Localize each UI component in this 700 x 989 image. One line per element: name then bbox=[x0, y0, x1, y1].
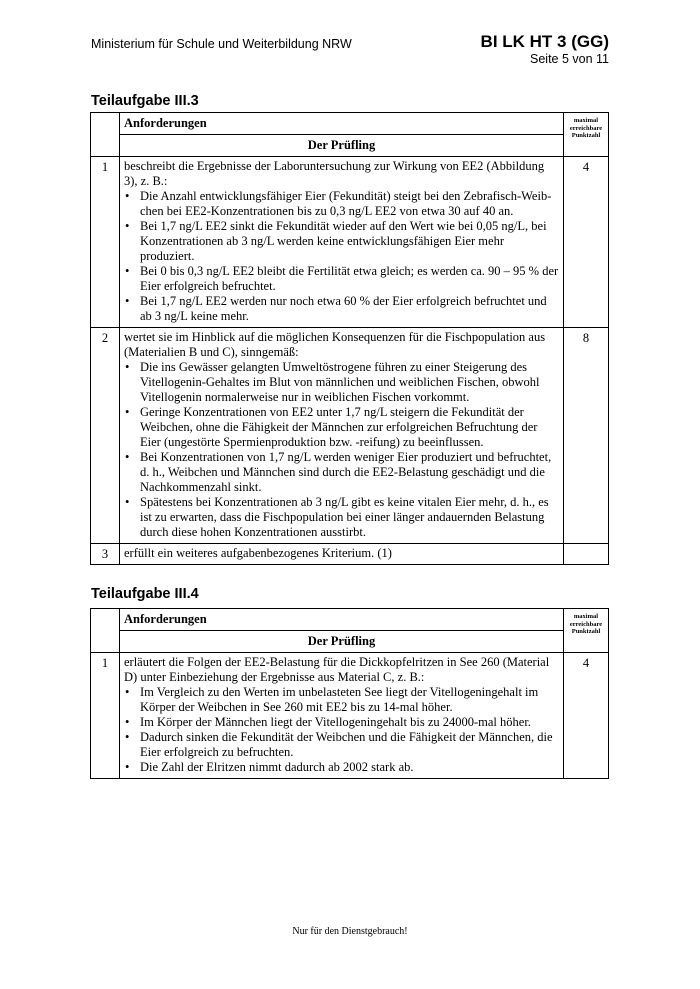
row-points: 8 bbox=[564, 328, 609, 544]
bullet-list bbox=[124, 685, 559, 775]
list-item: • Bei 1,7 ng/L EE2 werden nur noch etwa 60 % der Eier erfolgreich befruchtet und ab 3 ng/L keine mehr. bbox=[124, 294, 559, 324]
list-item: • Bei 0 bis 0,3 ng/L EE2 bleibt die Fertilität etwa gleich; es werden ca. 90 – 95 % der Eier erfolgreich befruchtet. bbox=[124, 264, 559, 294]
examinee-header: Der Prüfling bbox=[120, 631, 564, 653]
row-points: 4 bbox=[564, 157, 609, 328]
section-title-iii-4: Teilaufgabe III.4 bbox=[91, 586, 199, 602]
list-item: • Geringe Konzentrationen von EE2 unter 1,7 ng/L steigern die Fekundität der Weibchen, ohne die Fähigkeit der Männchen zur erfolgreichen Befruchtung der Eier (ungestörte Spermienproduktion bzw. -reifung) zu beeinflussen. bbox=[124, 405, 559, 450]
row-intro: erläutert die Folgen der EE2-Belastung für die Dickkopfelritzen in See 260 (Material D) unter Einbeziehung der Ergebnisse aus Material C, z. B.: bbox=[124, 655, 550, 684]
header-right bbox=[481, 32, 609, 67]
list-item: • Im Körper der Männchen liegt der Vitellogeningehalt bis zu 24000-mal höher. bbox=[124, 715, 559, 730]
page-info: Seite 5 von 11 bbox=[530, 52, 609, 66]
list-item: • Die ins Gewässer gelangten Umweltöstrogene führen zu einer Steigerung des Vitellogenin-Gehaltes im Blut von männlichen und weiblichen Fischen, obwohl Vitellogenin normalerweise nur in weiblichen Fischen vorkommt. bbox=[124, 360, 559, 405]
row-intro: wertet sie im Hinblick auf die möglichen Konsequenzen für die Fischpopulation aus (Materialien B und C), sinngemäß: bbox=[124, 330, 546, 359]
course-code: BI LK HT 3 (GG) bbox=[480, 32, 609, 51]
header-num-cell bbox=[91, 113, 120, 157]
table-row bbox=[91, 653, 609, 779]
row-content bbox=[120, 653, 564, 779]
footer-note: Nur für den Dienstgebrauch! bbox=[292, 926, 408, 937]
table-row bbox=[91, 157, 609, 328]
list-item: • Im Vergleich zu den Werten im unbelasteten See liegt der Vitellogeningehalt im Körper der Weibchen in See 260 mit EE2 bis zu 14-mal höher. bbox=[124, 685, 559, 715]
row-number: 1 bbox=[91, 653, 120, 779]
row-content bbox=[120, 157, 564, 328]
max-points-header: maximal erreichbare Punktzahl bbox=[564, 609, 609, 653]
row-intro: erfüllt ein weiteres aufgabenbezogenes Kriterium. (1) bbox=[124, 546, 392, 560]
row-points bbox=[564, 544, 609, 565]
bullet-list bbox=[124, 360, 559, 540]
list-item: • Bei Konzentrationen von 1,7 ng/L werden weniger Eier produziert und befruchtet, d. h., Weibchen und Männchen sind durch die EE2-Belastung geschädigt und die Nachkommenzahl sinkt. bbox=[124, 450, 559, 495]
section-title-iii-3: Teilaufgabe III.3 bbox=[91, 93, 199, 109]
max-points-header: maximal erreichbare Punktzahl bbox=[564, 113, 609, 157]
list-item: • Die Zahl der Elritzen nimmt dadurch ab 2002 stark ab. bbox=[124, 760, 559, 775]
requirements-header: Anforderungen bbox=[120, 113, 564, 135]
header-num-cell bbox=[91, 609, 120, 653]
row-number: 3 bbox=[91, 544, 120, 565]
list-item: • Bei 1,7 ng/L EE2 sinkt die Fekundität wieder auf den Wert wie bei 0,05 ng/L, bei Konzentrationen ab 3 ng/L werden keine entwicklungsfähigen Eier mehr produziert. bbox=[124, 219, 559, 264]
list-item: • Dadurch sinken die Fekundität der Weibchen und die Fähigkeit der Männchen, die Eier erfolgreich zu befruchten. bbox=[124, 730, 559, 760]
table-row bbox=[91, 328, 609, 544]
row-intro: beschreibt die Ergebnisse der Laboruntersuchung zur Wirkung von EE2 (Abbildung 3), z. B.: bbox=[124, 159, 545, 188]
requirements-header: Anforderungen bbox=[120, 609, 564, 631]
bullet-list bbox=[124, 189, 559, 324]
list-item: • Die Anzahl entwicklungsfähiger Eier (Fekundität) steigt bei den Zebrafisch-Weib-chen bei EE2-Konzentrationen bis zu 0,3 ng/L EE2 von etwa 30 auf 40 an. bbox=[124, 189, 559, 219]
requirements-table-iii-3 bbox=[90, 112, 609, 565]
row-content bbox=[120, 328, 564, 544]
row-points: 4 bbox=[564, 653, 609, 779]
ministry-name: Ministerium für Schule und Weiterbildung NRW bbox=[91, 37, 352, 51]
row-number: 1 bbox=[91, 157, 120, 328]
list-item: • Spätestens bei Konzentrationen ab 3 ng/L gibt es keine vitalen Eier mehr, d. h., es ist zu erwarten, dass die Fischpopulation bei einer länger andauernden Belastung durch diese hohen Konzentrationen ausstirbt. bbox=[124, 495, 559, 540]
table-row bbox=[91, 544, 609, 565]
row-number: 2 bbox=[91, 328, 120, 544]
requirements-table-iii-4 bbox=[90, 608, 609, 779]
row-content bbox=[120, 544, 564, 565]
examinee-header: Der Prüfling bbox=[120, 135, 564, 157]
